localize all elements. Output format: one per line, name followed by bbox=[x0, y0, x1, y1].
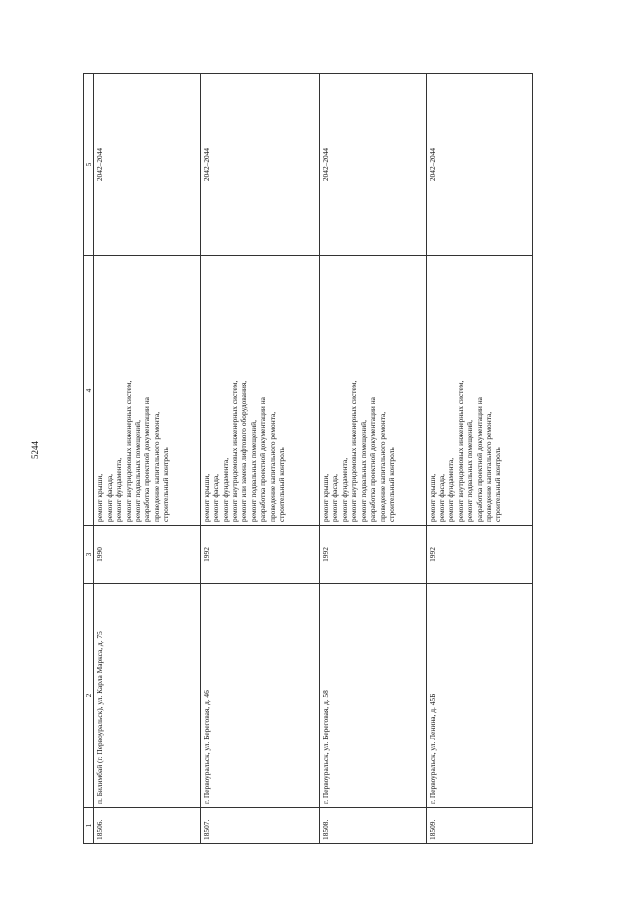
period-cell: 2042–2044 bbox=[94, 74, 200, 256]
work-item: ремонт внутридомовых инженерных систем, bbox=[349, 380, 359, 522]
row-number-cell: 18508. bbox=[320, 808, 426, 844]
page-number: 5244 bbox=[30, 441, 40, 459]
header-col-5: 5 bbox=[84, 74, 94, 256]
header-row bbox=[84, 74, 94, 844]
header-col-2: 2 bbox=[84, 584, 94, 808]
period-cell: 2042–2044 bbox=[426, 74, 532, 256]
work-item: ремонт фундамента, bbox=[446, 457, 456, 522]
work-item: ремонт фасада, bbox=[436, 474, 446, 522]
work-item: ремонт подвальных помещений, bbox=[248, 420, 258, 522]
work-item: ремонт крыши, bbox=[201, 473, 211, 522]
table-row bbox=[200, 74, 319, 844]
work-item: ремонт подвальных помещений, bbox=[465, 420, 475, 522]
address-cell: г. Первоуральск, ул. Ленина, д. 45Б bbox=[426, 584, 532, 808]
work-item: разработка проектной документации на bbox=[368, 397, 378, 522]
row-number-cell: 18509. bbox=[426, 808, 532, 844]
row-number-cell: 18507. bbox=[200, 808, 319, 844]
construction-year-cell: 1992 bbox=[320, 526, 426, 584]
period-cell: 2042–2044 bbox=[200, 74, 319, 256]
work-item: разработка проектной документации на bbox=[258, 397, 268, 522]
work-item: разработка проектной документации на bbox=[142, 397, 152, 522]
address-cell: г. Первоуральск, ул. Береговая, д. 58 bbox=[320, 584, 426, 808]
construction-year-cell: 1990 bbox=[94, 526, 200, 584]
work-item: ремонт фундамента, bbox=[114, 457, 124, 522]
table-row bbox=[426, 74, 532, 844]
work-item: ремонт внутридомовых инженерных систем, bbox=[230, 380, 240, 522]
row-number-cell: 18506. bbox=[94, 808, 200, 844]
header-col-1: 1 bbox=[84, 808, 94, 844]
work-item: ремонт фундамента, bbox=[220, 457, 230, 522]
works-cell bbox=[200, 256, 319, 526]
works-cell bbox=[320, 256, 426, 526]
table-row bbox=[94, 74, 200, 844]
work-item: проведение капитального ремонта, bbox=[151, 411, 161, 522]
rotated-table-container bbox=[83, 74, 533, 844]
work-item: ремонт крыши, bbox=[321, 473, 331, 522]
works-list bbox=[321, 259, 396, 522]
address-cell: г. Первоуральск, ул. Береговая, д. 46 bbox=[200, 584, 319, 808]
works-cell bbox=[94, 256, 200, 526]
work-item: ремонт фундамента, bbox=[339, 457, 349, 522]
work-item: проведение капитального ремонта, bbox=[377, 411, 387, 522]
works-list bbox=[202, 259, 287, 522]
works-cell bbox=[426, 256, 532, 526]
works-list bbox=[428, 259, 503, 522]
header-col-3: 3 bbox=[84, 526, 94, 584]
header-col-4: 4 bbox=[84, 256, 94, 526]
construction-year-cell: 1992 bbox=[200, 526, 319, 584]
construction-year-cell: 1992 bbox=[426, 526, 532, 584]
table-row bbox=[320, 74, 426, 844]
works-list bbox=[95, 259, 170, 522]
work-item: ремонт крыши, bbox=[95, 473, 105, 522]
work-item: проведение капитального ремонта, bbox=[267, 411, 277, 522]
work-item: ремонт или замена лифтового оборудования, bbox=[239, 380, 249, 522]
work-item: строительный контроль bbox=[161, 447, 171, 522]
work-item: ремонт фасада, bbox=[330, 474, 340, 522]
work-item: ремонт подвальных помещений, bbox=[358, 420, 368, 522]
work-item: разработка проектной документации на bbox=[474, 397, 484, 522]
work-item: ремонт внутридомовых инженерных систем, bbox=[123, 380, 133, 522]
repair-schedule-table bbox=[83, 73, 533, 844]
work-item: строительный контроль bbox=[493, 447, 503, 522]
work-item: ремонт фасада, bbox=[211, 474, 221, 522]
work-item: строительный контроль bbox=[386, 447, 396, 522]
work-item: проведение капитального ремонта, bbox=[483, 411, 493, 522]
work-item: ремонт внутридомовых инженерных систем, bbox=[455, 380, 465, 522]
work-item: ремонт подвальных помещений, bbox=[133, 420, 143, 522]
period-cell: 2042–2044 bbox=[320, 74, 426, 256]
work-item: ремонт крыши, bbox=[427, 473, 437, 522]
address-cell: п. Билимбай (г. Первоуральск), ул. Карла Маркса, д. 75 bbox=[94, 584, 200, 808]
work-item: ремонт фасада, bbox=[104, 474, 114, 522]
work-item: строительный контроль bbox=[277, 447, 287, 522]
